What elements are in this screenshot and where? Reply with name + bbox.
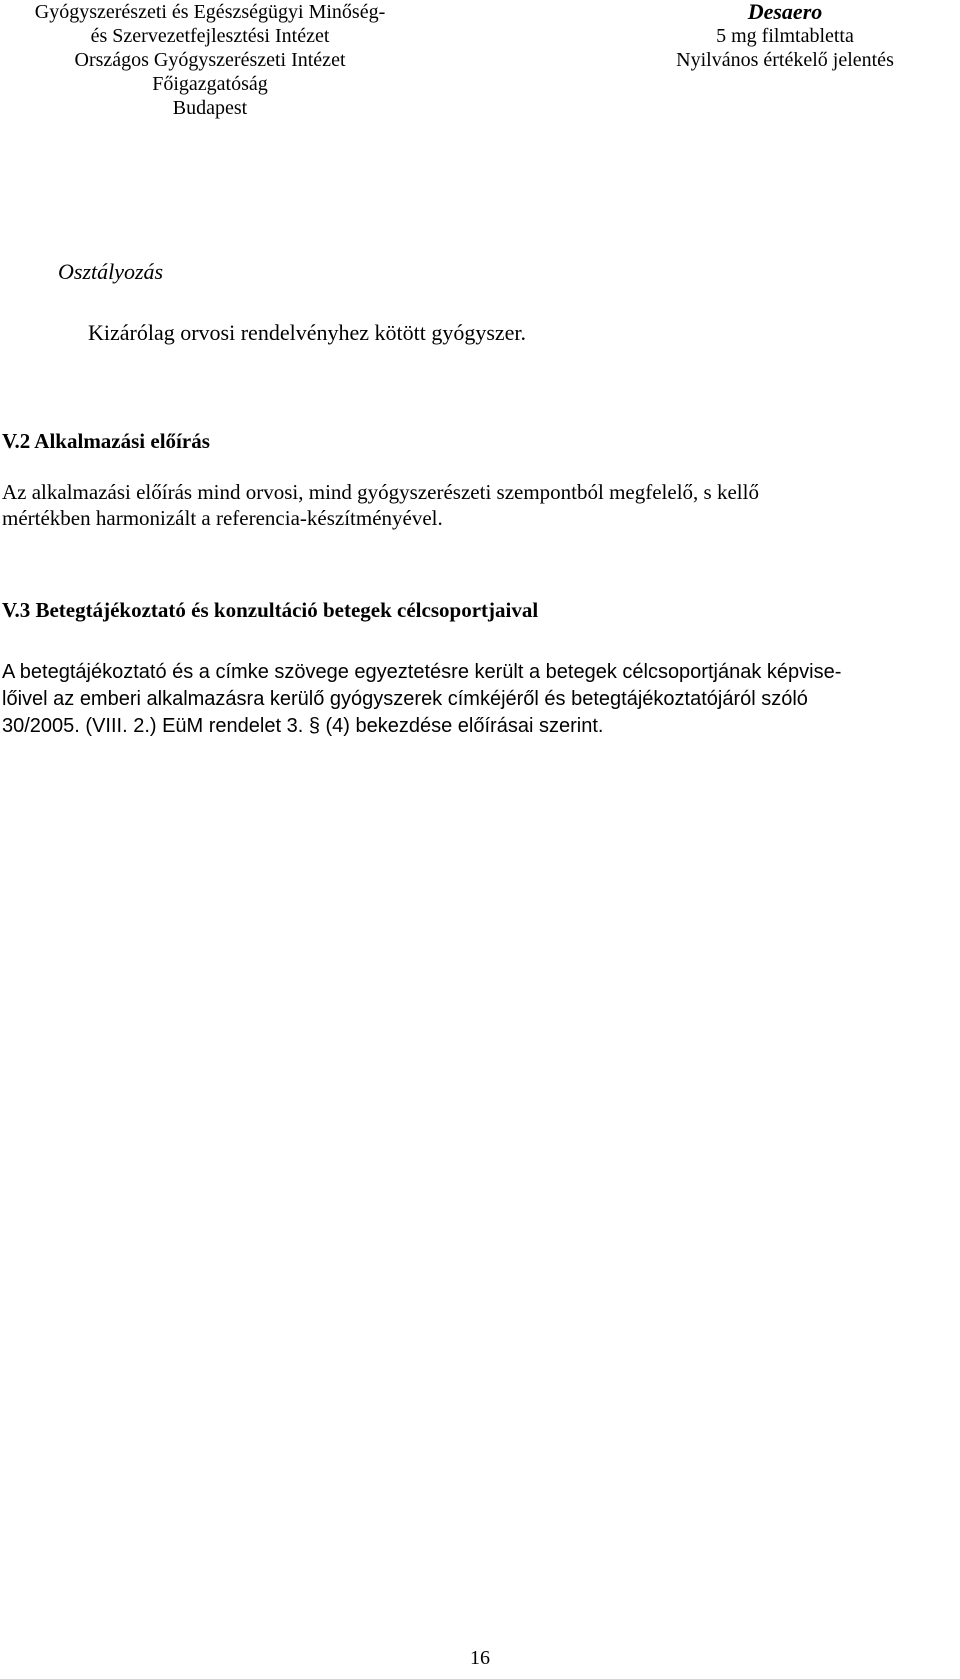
classification-heading: Osztályozás bbox=[58, 259, 164, 284]
section-v3-heading: V.3 Betegtájékoztató és konzultáció betegek célcsoportjaival bbox=[2, 598, 539, 622]
header-institution-line: Főigazgatóság bbox=[152, 73, 268, 95]
product-title: Desaero bbox=[747, 0, 823, 24]
report-type: Nyilvános értékelő jelentés bbox=[676, 49, 894, 71]
header-institution-line: Gyógyszerészeti és Egészségügyi Minőség- bbox=[34, 1, 386, 23]
section-v2-line-text: mértékben harmonizált a referencia-készítményével. bbox=[2, 506, 443, 530]
header-institution-line: Budapest bbox=[172, 97, 248, 119]
section-v2-line: Az alkalmazási előírás mind orvosi, mind gyógyszerészeti szempontból megfelelő, s kellő bbox=[2, 480, 759, 504]
header-product bbox=[630, 0, 940, 72]
section-v3-line: 30/2005. (VIII. 2.) EüM rendelet 3. § (4) bekezdése előírásai szerint. bbox=[2, 715, 604, 737]
section-v2-heading: V.2 Alkalmazási előírás bbox=[2, 429, 210, 453]
header-institution-line: Országos Gyógyszerészeti Intézet bbox=[74, 49, 346, 71]
classification-text: Kizárólag orvosi rendelvényhez kötött gyógyszer. bbox=[88, 320, 527, 345]
product-form: 5 mg filmtabletta bbox=[716, 25, 854, 47]
header-institution bbox=[0, 0, 420, 120]
page-number: 16 bbox=[470, 1647, 490, 1669]
section-v2-line bbox=[2, 505, 443, 531]
header-institution-line: és Szervezetfejlesztési Intézet bbox=[90, 25, 330, 47]
section-v3-line: A betegtájékoztató és a címke szövege egyeztetésre került a betegek célcsoportjának képvise- bbox=[2, 661, 842, 683]
section-v3-line: lőivel az emberi alkalmazásra kerülő gyógyszerek címkéjéről és betegtájékoztatójáról szóló bbox=[2, 688, 808, 710]
